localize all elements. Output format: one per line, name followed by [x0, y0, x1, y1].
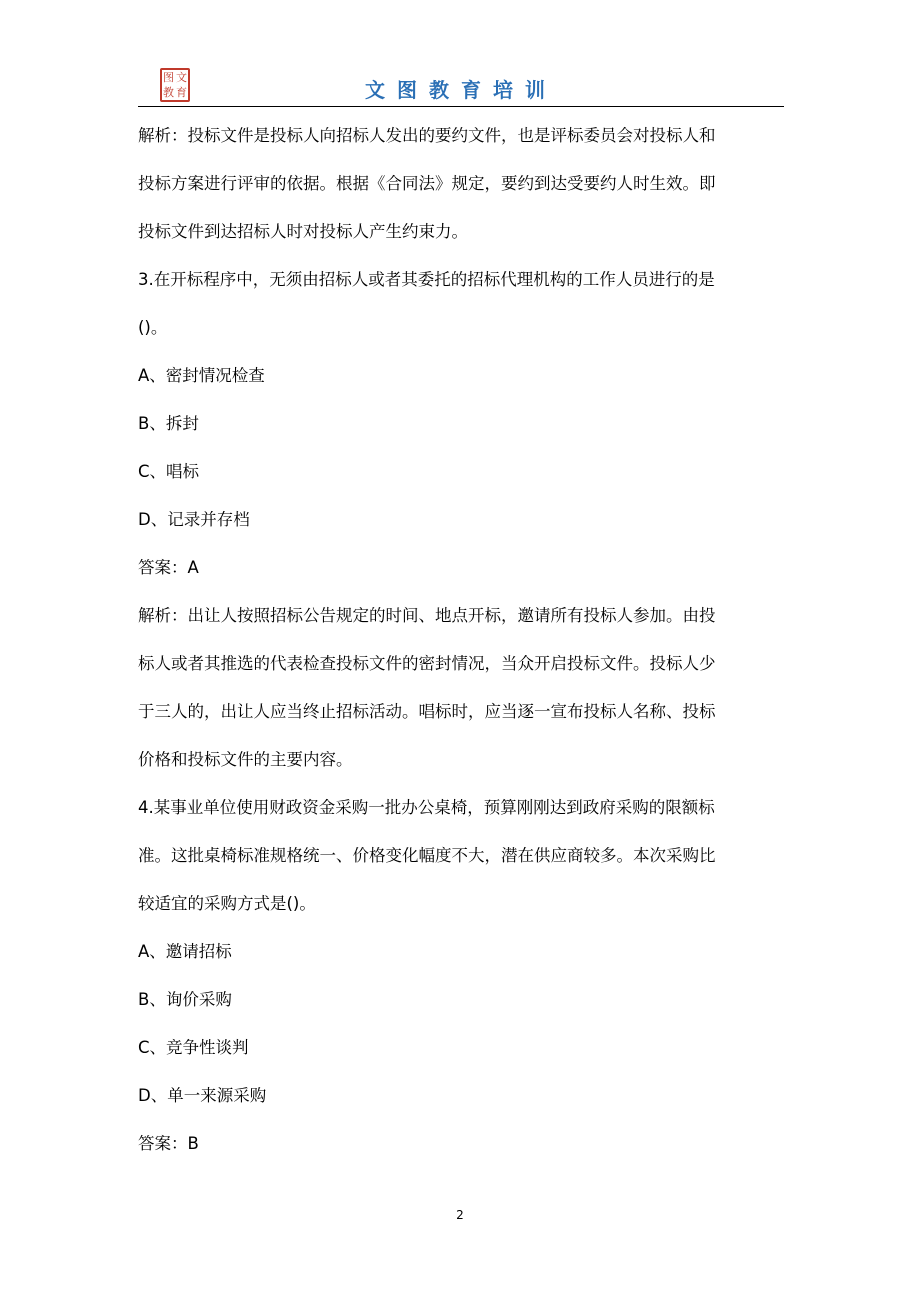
analysis-line: 价格和投标文件的主要内容。 — [138, 750, 353, 769]
header-divider — [138, 106, 784, 107]
analysis-block — [138, 112, 784, 256]
logo-char: 图 — [163, 71, 174, 84]
option-b: B、询价采购 — [138, 990, 232, 1009]
analysis-line: 解析：出让人按照招标公告规定的时间、地点开标，邀请所有投标人参加。由投 — [138, 606, 716, 625]
page-number: 2 — [456, 1208, 464, 1222]
question-4 — [138, 784, 784, 1168]
question-stem-line: ()。 — [138, 318, 168, 337]
logo-char: 育 — [176, 86, 187, 99]
question-stem-line: 3.在开标程序中，无须由招标人或者其委托的招标代理机构的工作人员进行的是 — [138, 270, 715, 289]
question-stem-line: 4.某事业单位使用财政资金采购一批办公桌椅，预算刚刚达到政府采购的限额标 — [138, 798, 715, 817]
question-stem-line: 较适宜的采购方式是()。 — [138, 894, 316, 913]
analysis-line: 于三人的，出让人应当终止招标活动。唱标时，应当逐一宣布投标人名称、投标 — [138, 702, 716, 721]
question-stem-line: 准。这批桌椅标准规格统一、价格变化幅度不大，潜在供应商较多。本次采购比 — [138, 846, 716, 865]
option-c: C、竞争性谈判 — [138, 1038, 249, 1057]
analysis-line: 投标文件到达招标人时对投标人产生约束力。 — [138, 222, 468, 241]
option-b: B、拆封 — [138, 414, 199, 433]
option-c: C、唱标 — [138, 462, 200, 481]
question-3 — [138, 256, 784, 784]
document-body — [138, 112, 784, 1168]
answer: 答案：B — [138, 1134, 199, 1153]
analysis-line: 投标方案进行评审的依据。根据《合同法》规定，要约到达受要约人时生效。即 — [138, 174, 716, 193]
header-title: 文图教育培训 — [365, 78, 557, 102]
logo-char: 教 — [163, 86, 174, 99]
page-header — [138, 66, 784, 106]
answer: 答案：A — [138, 558, 199, 577]
logo-char: 文 — [176, 71, 187, 84]
option-d: D、单一来源采购 — [138, 1086, 267, 1105]
analysis-line: 解析：投标文件是投标人向招标人发出的要约文件，也是评标委员会对投标人和 — [138, 126, 716, 145]
analysis-line: 标人或者其推选的代表检查投标文件的密封情况，当众开启投标文件。投标人少 — [138, 654, 716, 673]
option-d: D、记录并存档 — [138, 510, 250, 529]
option-a: A、邀请招标 — [138, 942, 232, 961]
option-a: A、密封情况检查 — [138, 366, 265, 385]
